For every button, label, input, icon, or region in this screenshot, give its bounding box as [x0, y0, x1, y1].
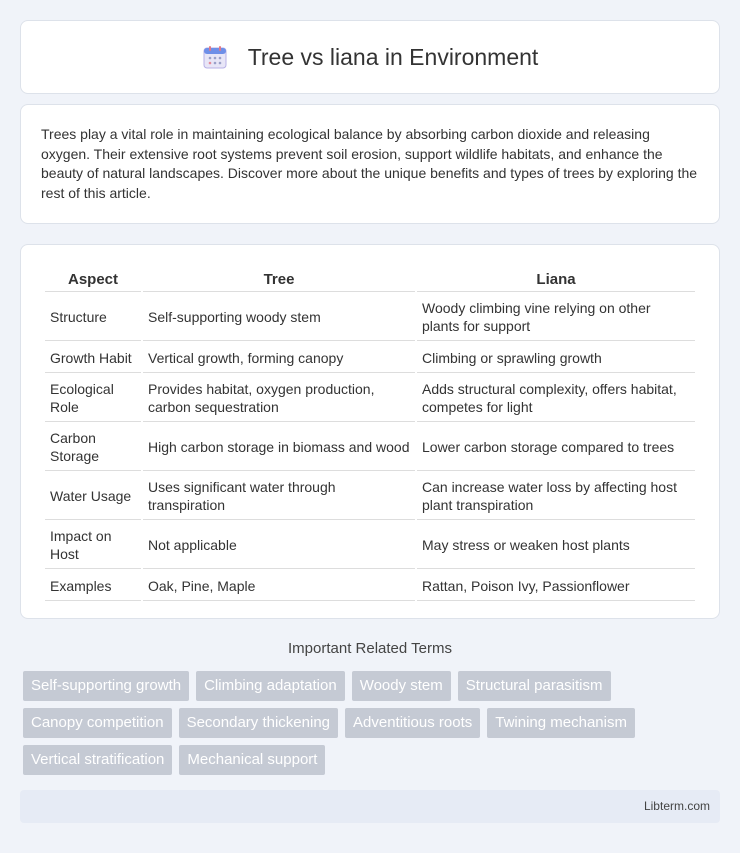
related-term-tag[interactable]: Climbing adaptation: [196, 671, 345, 701]
footer: [20, 790, 720, 823]
table-row: [45, 424, 695, 471]
cell-liana: Climbing or sprawling growth: [417, 343, 695, 373]
related-term-tag[interactable]: Adventitious roots: [345, 708, 480, 738]
cell-aspect: Structure: [45, 294, 141, 341]
page-title: Tree vs liana in Environment: [247, 43, 539, 70]
cell-liana: Lower carbon storage compared to trees: [417, 424, 695, 471]
table-row: [45, 571, 695, 601]
related-terms-list: [23, 671, 723, 782]
table-row: [45, 343, 695, 373]
footer-site-link[interactable]: Libterm.com: [643, 799, 710, 813]
cell-tree: Vertical growth, forming canopy: [143, 343, 415, 373]
table-row: [45, 294, 695, 341]
intro-text: Trees play a vital role in maintaining ecological balance by absorbing carbon dioxide and releasing oxygen. Their extensive root systems prevent soil erosion, support wildlife habitats, and enhance the beauty of natural landscapes. Discover more about the unique benefits and types of trees by exploring the rest of this article.: [41, 126, 698, 201]
header-aspect: Aspect: [45, 267, 141, 292]
cell-aspect: Impact on Host: [45, 522, 141, 569]
related-term-tag[interactable]: Self-supporting growth: [23, 671, 189, 701]
calendar-icon: [202, 44, 228, 70]
cell-aspect: Examples: [45, 571, 141, 601]
intro-card: [20, 104, 720, 224]
related-term-tag[interactable]: Secondary thickening: [179, 708, 338, 738]
table-row: [45, 375, 695, 422]
cell-tree: Provides habitat, oxygen production, carbon sequestration: [143, 375, 415, 422]
cell-tree: High carbon storage in biomass and wood: [143, 424, 415, 471]
cell-liana: May stress or weaken host plants: [417, 522, 695, 569]
related-term-tag[interactable]: Canopy competition: [23, 708, 172, 738]
cell-liana: Can increase water loss by affecting host plant transpiration: [417, 473, 695, 520]
cell-liana: Woody climbing vine relying on other plants for support: [417, 294, 695, 341]
comparison-card: [20, 244, 720, 619]
related-term-tag[interactable]: Structural parasitism: [458, 671, 611, 701]
header-liana: Liana: [417, 267, 695, 292]
related-term-tag[interactable]: Mechanical support: [179, 745, 325, 775]
related-terms-title: Important Related Terms: [288, 640, 452, 657]
cell-tree: Oak, Pine, Maple: [143, 571, 415, 601]
table-row: [45, 473, 695, 520]
cell-tree: Uses significant water through transpiration: [143, 473, 415, 520]
table-header-row: [45, 267, 695, 292]
header-card: [20, 20, 720, 94]
cell-aspect: Carbon Storage: [45, 424, 141, 471]
related-term-tag[interactable]: Twining mechanism: [487, 708, 635, 738]
comparison-table: [43, 265, 697, 603]
cell-liana: Rattan, Poison Ivy, Passionflower: [417, 571, 695, 601]
header-tree: Tree: [143, 267, 415, 292]
related-term-tag[interactable]: Vertical stratification: [23, 745, 172, 775]
cell-tree: Self-supporting woody stem: [143, 294, 415, 341]
cell-aspect: Water Usage: [45, 473, 141, 520]
cell-liana: Adds structural complexity, offers habitat, competes for light: [417, 375, 695, 422]
related-term-tag[interactable]: Woody stem: [352, 671, 451, 701]
cell-aspect: Growth Habit: [45, 343, 141, 373]
cell-tree: Not applicable: [143, 522, 415, 569]
cell-aspect: Ecological Role: [45, 375, 141, 422]
table-row: [45, 522, 695, 569]
